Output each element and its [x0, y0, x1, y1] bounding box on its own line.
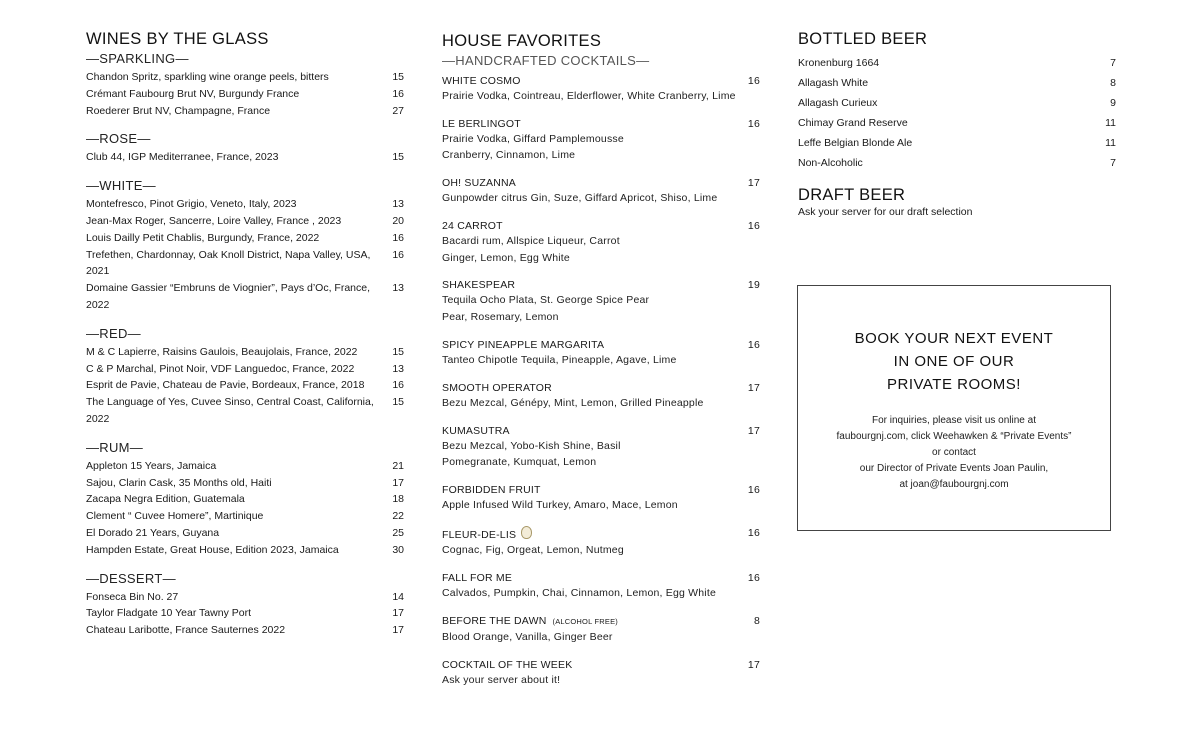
- wine-name: The Language of Yes, Cuvee Sinso, Central Coast, California, 2022: [86, 396, 374, 425]
- beer-price: 7: [1110, 157, 1116, 169]
- wine-price: 13: [392, 282, 404, 295]
- wine-price: 30: [392, 543, 404, 556]
- cocktail-description: Ask your server about it!: [442, 673, 561, 686]
- wine-price: 20: [392, 214, 404, 227]
- event-body-line: or contact: [932, 447, 976, 458]
- draft-title: DRAFT BEER: [798, 186, 906, 204]
- wine-name: Zacapa Negra Edition, Guatemala: [86, 493, 245, 506]
- wine-name: Roederer Brut NV, Champagne, France: [86, 104, 271, 117]
- wine-name: Clement “ Cuvee Homere”, Martinique: [86, 510, 264, 523]
- wine-price: 16: [392, 379, 404, 392]
- cocktail-price: 16: [747, 526, 760, 539]
- cocktail-header: [442, 381, 760, 395]
- wine-item: [86, 86, 404, 103]
- bottled-list: [798, 53, 1116, 173]
- wine-name: C & P Marchal, Pinot Noir, VDF Languedoc, France, 2022: [86, 362, 355, 375]
- wine-name: Hampden Estate, Great House, Edition 2023, Jamaica: [86, 543, 339, 556]
- cocktail-description: Prairie Vodka, Giffard Pamplemousse: [442, 132, 624, 145]
- beer-item: [798, 113, 1116, 133]
- cocktail-name: [442, 117, 521, 131]
- cocktail-item: [442, 658, 760, 688]
- cocktail-item: [442, 117, 760, 164]
- wine-price: 15: [392, 151, 404, 164]
- cocktail-description: Cognac, Fig, Orgeat, Lemon, Nutmeg: [442, 543, 624, 556]
- wine-section-heading: —SPARKLING—: [86, 51, 189, 66]
- wine-section: [86, 440, 404, 559]
- event-title-line: IN ONE OF OUR: [893, 353, 1015, 370]
- wine-section-heading: —ROSE—: [86, 131, 151, 147]
- house-column: [442, 32, 760, 700]
- wine-price: 25: [392, 526, 404, 539]
- cocktail-name: [442, 278, 515, 292]
- event-title-line: PRIVATE ROOMS!: [887, 376, 1021, 393]
- event-body-line: For inquiries, please visit us online at: [872, 415, 1036, 426]
- cocktail-description: Bezu Mezcal, Yobo-Kish Shine, Basil: [442, 439, 621, 452]
- beer-item: [798, 153, 1116, 173]
- wine-item: [86, 103, 404, 120]
- cocktail-description: Tequila Ocho Plata, St. George Spice Pear: [442, 294, 650, 307]
- cocktail-price: 17: [747, 424, 760, 437]
- wine-name: Domaine Gassier “Embruns de Viognier”, Pays d’Oc, France, 2022: [86, 282, 371, 311]
- cocktail-name-text: SPICY PINEAPPLE MARGARITA: [442, 338, 605, 351]
- wine-section: [86, 571, 404, 639]
- cocktail-description: Blood Orange, Vanilla, Ginger Beer: [442, 630, 613, 643]
- wine-section: [86, 326, 404, 428]
- cocktail-header: [442, 424, 760, 438]
- wine-price: 16: [392, 231, 404, 244]
- private-event-box: [797, 285, 1111, 531]
- wine-price: 17: [392, 476, 404, 489]
- cocktail-item: [442, 381, 760, 411]
- cocktail-header: [442, 571, 760, 585]
- wine-item: [86, 475, 404, 492]
- wine-price: 18: [392, 493, 404, 506]
- wine-item: [86, 280, 404, 314]
- event-body-line: our Director of Private Events Joan Paulin,: [859, 463, 1049, 474]
- wine-price: 17: [392, 607, 404, 620]
- cocktail-price: 16: [747, 75, 760, 87]
- beer-column: [798, 30, 1116, 219]
- wine-name: Club 44, IGP Mediterranee, France, 2023: [86, 151, 279, 164]
- event-title-line: BOOK YOUR NEXT EVENT: [854, 330, 1054, 347]
- cocktail-list: [442, 74, 760, 688]
- wine-section: [86, 178, 404, 314]
- cocktail-name: [442, 571, 512, 585]
- wine-name: Fonseca Bin No. 27: [86, 590, 179, 603]
- beer-item: [798, 53, 1116, 73]
- cocktail-name: [442, 338, 604, 352]
- cocktail-name: [442, 381, 552, 395]
- cocktail-item: [442, 526, 760, 558]
- wines-title: WINES BY THE GLASS: [86, 30, 269, 48]
- cocktail-name-text: WHITE COSMO: [442, 75, 521, 87]
- cocktail-price: 16: [747, 571, 760, 584]
- wine-item: [86, 589, 404, 606]
- wine-price: 16: [392, 248, 404, 261]
- cocktail-name: [442, 424, 510, 438]
- cocktail-item: [442, 74, 760, 104]
- beer-price: 11: [1105, 137, 1116, 149]
- cocktail-description: Cranberry, Cinnamon, Lime: [442, 149, 576, 162]
- cocktail-header: [442, 614, 760, 629]
- wine-item: [86, 69, 404, 86]
- wine-name: M & C Lapierre, Raisins Gaulois, Beaujolais, France, 2022: [86, 345, 358, 358]
- draft-note: Ask your server for our draft selection: [798, 206, 973, 218]
- wine-item: [86, 458, 404, 475]
- beer-name: Chimay Grand Reserve: [798, 117, 908, 129]
- beer-item: [798, 73, 1116, 93]
- wine-item: [86, 230, 404, 247]
- cocktail-name-text: KUMASUTRA: [442, 424, 510, 437]
- wine-price: 15: [392, 396, 404, 409]
- cocktail-item: [442, 278, 760, 325]
- wine-section: [86, 131, 404, 166]
- cocktail-header: [442, 219, 760, 233]
- wine-name: El Dorado 21 Years, Guyana: [86, 526, 220, 539]
- beer-item: [798, 133, 1116, 153]
- wine-item: [86, 491, 404, 508]
- wine-item: [86, 542, 404, 559]
- wine-name: Chateau Laribotte, France Sauternes 2022: [86, 624, 286, 637]
- cocktail-name-text: OH! SUZANNA: [442, 177, 516, 190]
- beer-item: [798, 93, 1116, 113]
- cocktail-price: 17: [747, 658, 760, 671]
- cocktail-name: [442, 483, 541, 497]
- wine-section-heading: —DESSERT—: [86, 570, 176, 586]
- event-body-line: faubourgnj.com, click Weehawken & “Private Events”: [836, 431, 1072, 442]
- wine-name: Jean-Max Roger, Sancerre, Loire Valley, France , 2023: [86, 214, 342, 227]
- wine-price: 22: [392, 510, 404, 523]
- wine-item: [86, 394, 404, 428]
- wine-name: Esprit de Pavie, Chateau de Pavie, Bordeaux, France, 2018: [86, 379, 365, 392]
- cocktail-header: [442, 176, 760, 190]
- cocktail-name-text: SMOOTH OPERATOR: [442, 381, 552, 394]
- wine-price: 15: [392, 345, 404, 358]
- beer-name: Allagash Curieux: [798, 97, 878, 109]
- cocktail-description: Tanteo Chipotle Tequila, Pineapple, Agave, Lime: [442, 353, 677, 366]
- wine-price: 16: [392, 87, 404, 100]
- house-subtitle: —HANDCRAFTED COCKTAILS—: [442, 53, 650, 68]
- cocktail-name-text: FORBIDDEN FRUIT: [442, 483, 541, 496]
- wine-price: 17: [392, 624, 404, 637]
- cocktail-header: [442, 74, 760, 88]
- event-title: [798, 327, 1110, 396]
- cocktail-name: [442, 526, 532, 542]
- wine-name: Trefethen, Chardonnay, Oak Knoll District, Napa Valley, USA, 2021: [86, 248, 371, 278]
- beer-name: Non-Alcoholic: [798, 157, 863, 169]
- beer-price: 11: [1105, 117, 1116, 129]
- wine-name: Montefresco, Pinot Grigio, Veneto, Italy, 2023: [86, 198, 297, 211]
- cocktail-price: 8: [753, 614, 760, 627]
- beer-name: Leffe Belgian Blonde Ale: [798, 137, 913, 149]
- cocktail-item: [442, 483, 760, 513]
- cocktail-item: [442, 338, 760, 368]
- wine-sections: [86, 51, 404, 639]
- cocktail-price: 17: [747, 177, 760, 190]
- wine-name: Taylor Fladgate 10 Year Tawny Port: [86, 607, 251, 620]
- house-title: HOUSE FAVORITES: [442, 32, 602, 50]
- wine-name: Sajou, Clarin Cask, 35 Months old, Haiti: [86, 476, 272, 489]
- beer-name: Kronenburg 1664: [798, 57, 880, 69]
- cocktail-name-text: LE BERLINGOT: [442, 117, 521, 130]
- wine-item: [86, 344, 404, 361]
- cocktail-name: [442, 614, 618, 629]
- wine-item: [86, 525, 404, 542]
- wine-name: Louis Dailly Petit Chablis, Burgundy, France, 2022: [86, 231, 320, 244]
- wine-price: 27: [392, 104, 404, 117]
- cocktail-price: 19: [747, 279, 760, 292]
- wine-price: 13: [392, 198, 404, 211]
- cocktail-item: [442, 424, 760, 471]
- cocktail-description: Calvados, Pumpkin, Chai, Cinnamon, Lemon, Egg White: [442, 586, 716, 599]
- cocktail-item: [442, 176, 760, 206]
- cocktail-price: 16: [747, 220, 760, 233]
- wine-name: Chandon Spritz, sparkling wine orange peels, bitters: [86, 71, 329, 83]
- cocktail-price: 17: [747, 381, 760, 394]
- wine-price: 13: [392, 362, 404, 375]
- wine-item: [86, 149, 404, 166]
- wine-price: 21: [392, 459, 404, 472]
- cocktail-description: Prairie Vodka, Cointreau, Elderflower, White Cranberry, Lime: [442, 90, 736, 102]
- cocktail-price: 16: [747, 117, 760, 130]
- cocktail-name-text: SHAKESPEAR: [442, 279, 516, 292]
- cocktail-description: Bezu Mezcal, Génépy, Mint, Lemon, Grilled Pineapple: [442, 396, 704, 409]
- wine-section: [86, 51, 404, 119]
- beer-name: Allagash White: [798, 77, 869, 89]
- cocktail-item: [442, 571, 760, 601]
- cocktail-header: [442, 526, 760, 542]
- cocktail-price: 16: [747, 483, 760, 496]
- cocktail-description: Pear, Rosemary, Lemon: [442, 310, 559, 323]
- event-body-line: at joan@faubourgnj.com: [899, 479, 1009, 490]
- cocktail-name-text: FLEUR-DE-LIS: [442, 528, 517, 541]
- cocktail-header: [442, 658, 760, 672]
- wine-item: [86, 605, 404, 622]
- beer-price: 9: [1110, 97, 1116, 109]
- wine-price: 15: [392, 71, 404, 83]
- bottled-title: BOTTLED BEER: [798, 30, 928, 48]
- cocktail-description: Gunpowder citrus Gin, Suze, Giffard Apricot, Shiso, Lime: [442, 192, 718, 205]
- cocktail-name: [442, 176, 516, 190]
- cocktail-name: [442, 74, 521, 88]
- event-body: [798, 413, 1110, 493]
- cocktail-description: Ginger, Lemon, Egg White: [442, 251, 570, 264]
- cocktail-item: [442, 219, 760, 266]
- cocktail-description: Pomegranate, Kumquat, Lemon: [442, 455, 597, 468]
- wine-name: Appleton 15 Years, Jamaica: [86, 459, 217, 472]
- cocktail-name: [442, 658, 572, 672]
- cocktail-header: [442, 483, 760, 497]
- wine-section-heading: —RUM—: [86, 439, 144, 455]
- wines-column: [86, 30, 404, 651]
- wine-section-heading: —RED—: [86, 325, 141, 341]
- cocktail-name: [442, 219, 503, 233]
- wine-item: [86, 377, 404, 394]
- cocktail-item: [442, 614, 760, 645]
- wine-item: [86, 247, 404, 281]
- wine-item: [86, 213, 404, 230]
- wine-price: 14: [392, 590, 404, 603]
- cocktail-description: Apple Infused Wild Turkey, Amaro, Mace, Lemon: [442, 498, 678, 511]
- wine-item: [86, 196, 404, 213]
- badge-icon: [521, 526, 532, 539]
- cocktail-name-text: FALL FOR ME: [442, 571, 513, 584]
- wine-item: [86, 361, 404, 378]
- cocktail-header: [442, 338, 760, 352]
- cocktail-name-text: COCKTAIL OF THE WEEK: [442, 658, 573, 671]
- cocktail-name-text: BEFORE THE DAWN: [442, 614, 547, 627]
- wine-name: Crémant Faubourg Brut NV, Burgundy France: [86, 87, 300, 100]
- cocktail-name-text: 24 CARROT: [442, 220, 503, 233]
- cocktail-header: [442, 117, 760, 131]
- beer-price: 8: [1110, 77, 1116, 89]
- cocktail-header: [442, 278, 760, 292]
- cocktail-description: Bacardi rum, Allspice Liqueur, Carrot: [442, 235, 620, 248]
- cocktail-note: (ALCOHOL FREE): [552, 616, 618, 626]
- wine-section-heading: —WHITE—: [86, 178, 156, 194]
- beer-price: 7: [1110, 57, 1116, 69]
- wine-item: [86, 508, 404, 525]
- cocktail-price: 16: [747, 338, 760, 351]
- wine-item: [86, 622, 404, 639]
